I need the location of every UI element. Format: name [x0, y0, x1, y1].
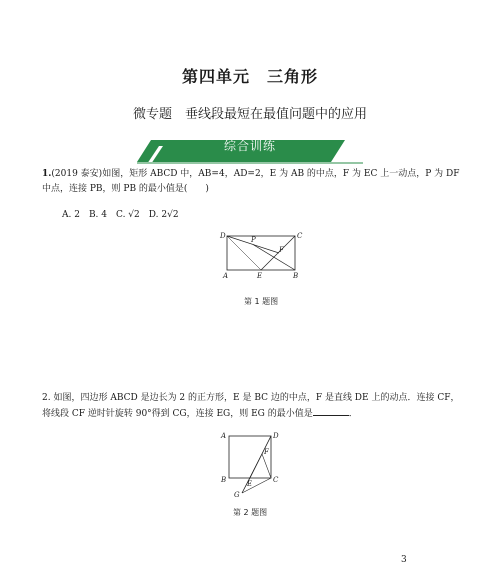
fig2-label-f: F	[264, 448, 269, 456]
fig2-label-d: D	[273, 432, 279, 440]
fig2-label-g: G	[234, 491, 240, 499]
question-1-source: (2019 泰安)	[51, 169, 103, 179]
answer-blank[interactable]	[313, 406, 349, 416]
question-2-text-end: ．	[348, 409, 358, 419]
page-number: 3	[401, 555, 407, 565]
fig1-label-a: A	[223, 272, 229, 280]
fig2-label-e: E	[247, 480, 253, 488]
unit-title: 第四单元 三角形	[181, 67, 318, 86]
figure-1-caption: 第 1 题图	[244, 297, 279, 306]
question-1-choices: A. 2 B. 4 C. √2 D. 2√2	[62, 210, 179, 220]
fig1-label-b: B	[293, 272, 299, 280]
question-1	[42, 167, 462, 197]
banner-label: 综合训练	[223, 139, 276, 153]
fig2-label-c: C	[273, 476, 279, 484]
figure-2-caption: 第 2 题图	[233, 508, 268, 517]
question-2	[42, 391, 462, 422]
fig1-label-p: P	[251, 236, 256, 244]
fig1-label-e: E	[257, 272, 263, 280]
fig1-label-d: D	[220, 232, 226, 240]
question-1-text: 如图，矩形 ABCD 中，AB=4，AD=2，E 为 AB 的中点，F 为 EC 上一动点，P 为 DF 中点，连接 PB，则 PB 的最小值是( )	[42, 169, 460, 194]
question-2-number: 2.	[42, 393, 51, 403]
question-1-number: 1.	[42, 169, 52, 179]
figure-2	[218, 430, 284, 500]
fig1-label-c: C	[297, 232, 303, 240]
question-2-text: 如图，四边形 ABCD 是边长为 2 的正方形，E 是 BC 边的中点，F 是直线 DE 上的动点．连接 CF，将线段 CF 逆时针旋转 90°得到 CG，连接 EG，则 EG 的最小值是	[42, 393, 460, 419]
figure-1	[215, 230, 305, 282]
fig2-label-b: B	[221, 476, 227, 484]
fig1-label-f: F	[279, 246, 284, 254]
fig2-label-a: A	[221, 432, 227, 440]
section-subtitle: 微专题 垂线段最短在最值问题中的应用	[132, 107, 367, 122]
